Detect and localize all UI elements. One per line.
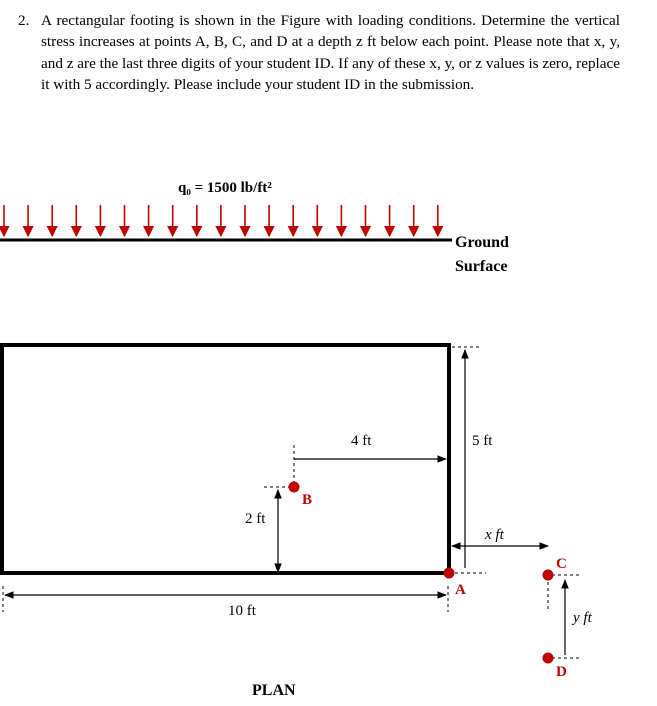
point-b-label: B <box>302 492 313 508</box>
ground-label: Ground <box>455 234 509 251</box>
surface-label: Surface <box>455 258 508 275</box>
problem-number: 2. <box>18 12 30 29</box>
point-a-label: A <box>455 582 466 598</box>
load-label: q₀ = 1500 lb/ft² <box>178 180 272 196</box>
dim-y-label: y ft <box>573 610 592 626</box>
point-a-marker <box>444 568 455 579</box>
dim-5ft-label: 5 ft <box>472 433 493 449</box>
dim-10ft-label: 10 ft <box>228 603 256 619</box>
dim-2ft-label: 2 ft <box>245 511 266 527</box>
point-d-label: D <box>556 664 567 680</box>
point-b-marker <box>289 482 300 493</box>
point-c-label: C <box>556 556 567 572</box>
elevation-view <box>0 180 509 275</box>
load-arrows <box>4 205 438 236</box>
point-c-marker <box>543 570 554 581</box>
point-d-marker <box>543 653 554 664</box>
problem-text: A rectangular footing is shown in the Figure with loading conditions. Determine the vertical stress increases at points A, B, C, and D at a depth z ft below each point. Please note that x, y, and z are the last three digits of your student ID. If any of these x, y, or z values is zero, replace it with 5 accordingly. Please include your student ID in the submission. <box>41 12 620 94</box>
dim-x-label: x ft <box>485 527 504 543</box>
dim-4ft-label: 4 ft <box>351 433 372 449</box>
plan-view <box>2 345 593 699</box>
plan-caption: PLAN <box>252 682 296 699</box>
